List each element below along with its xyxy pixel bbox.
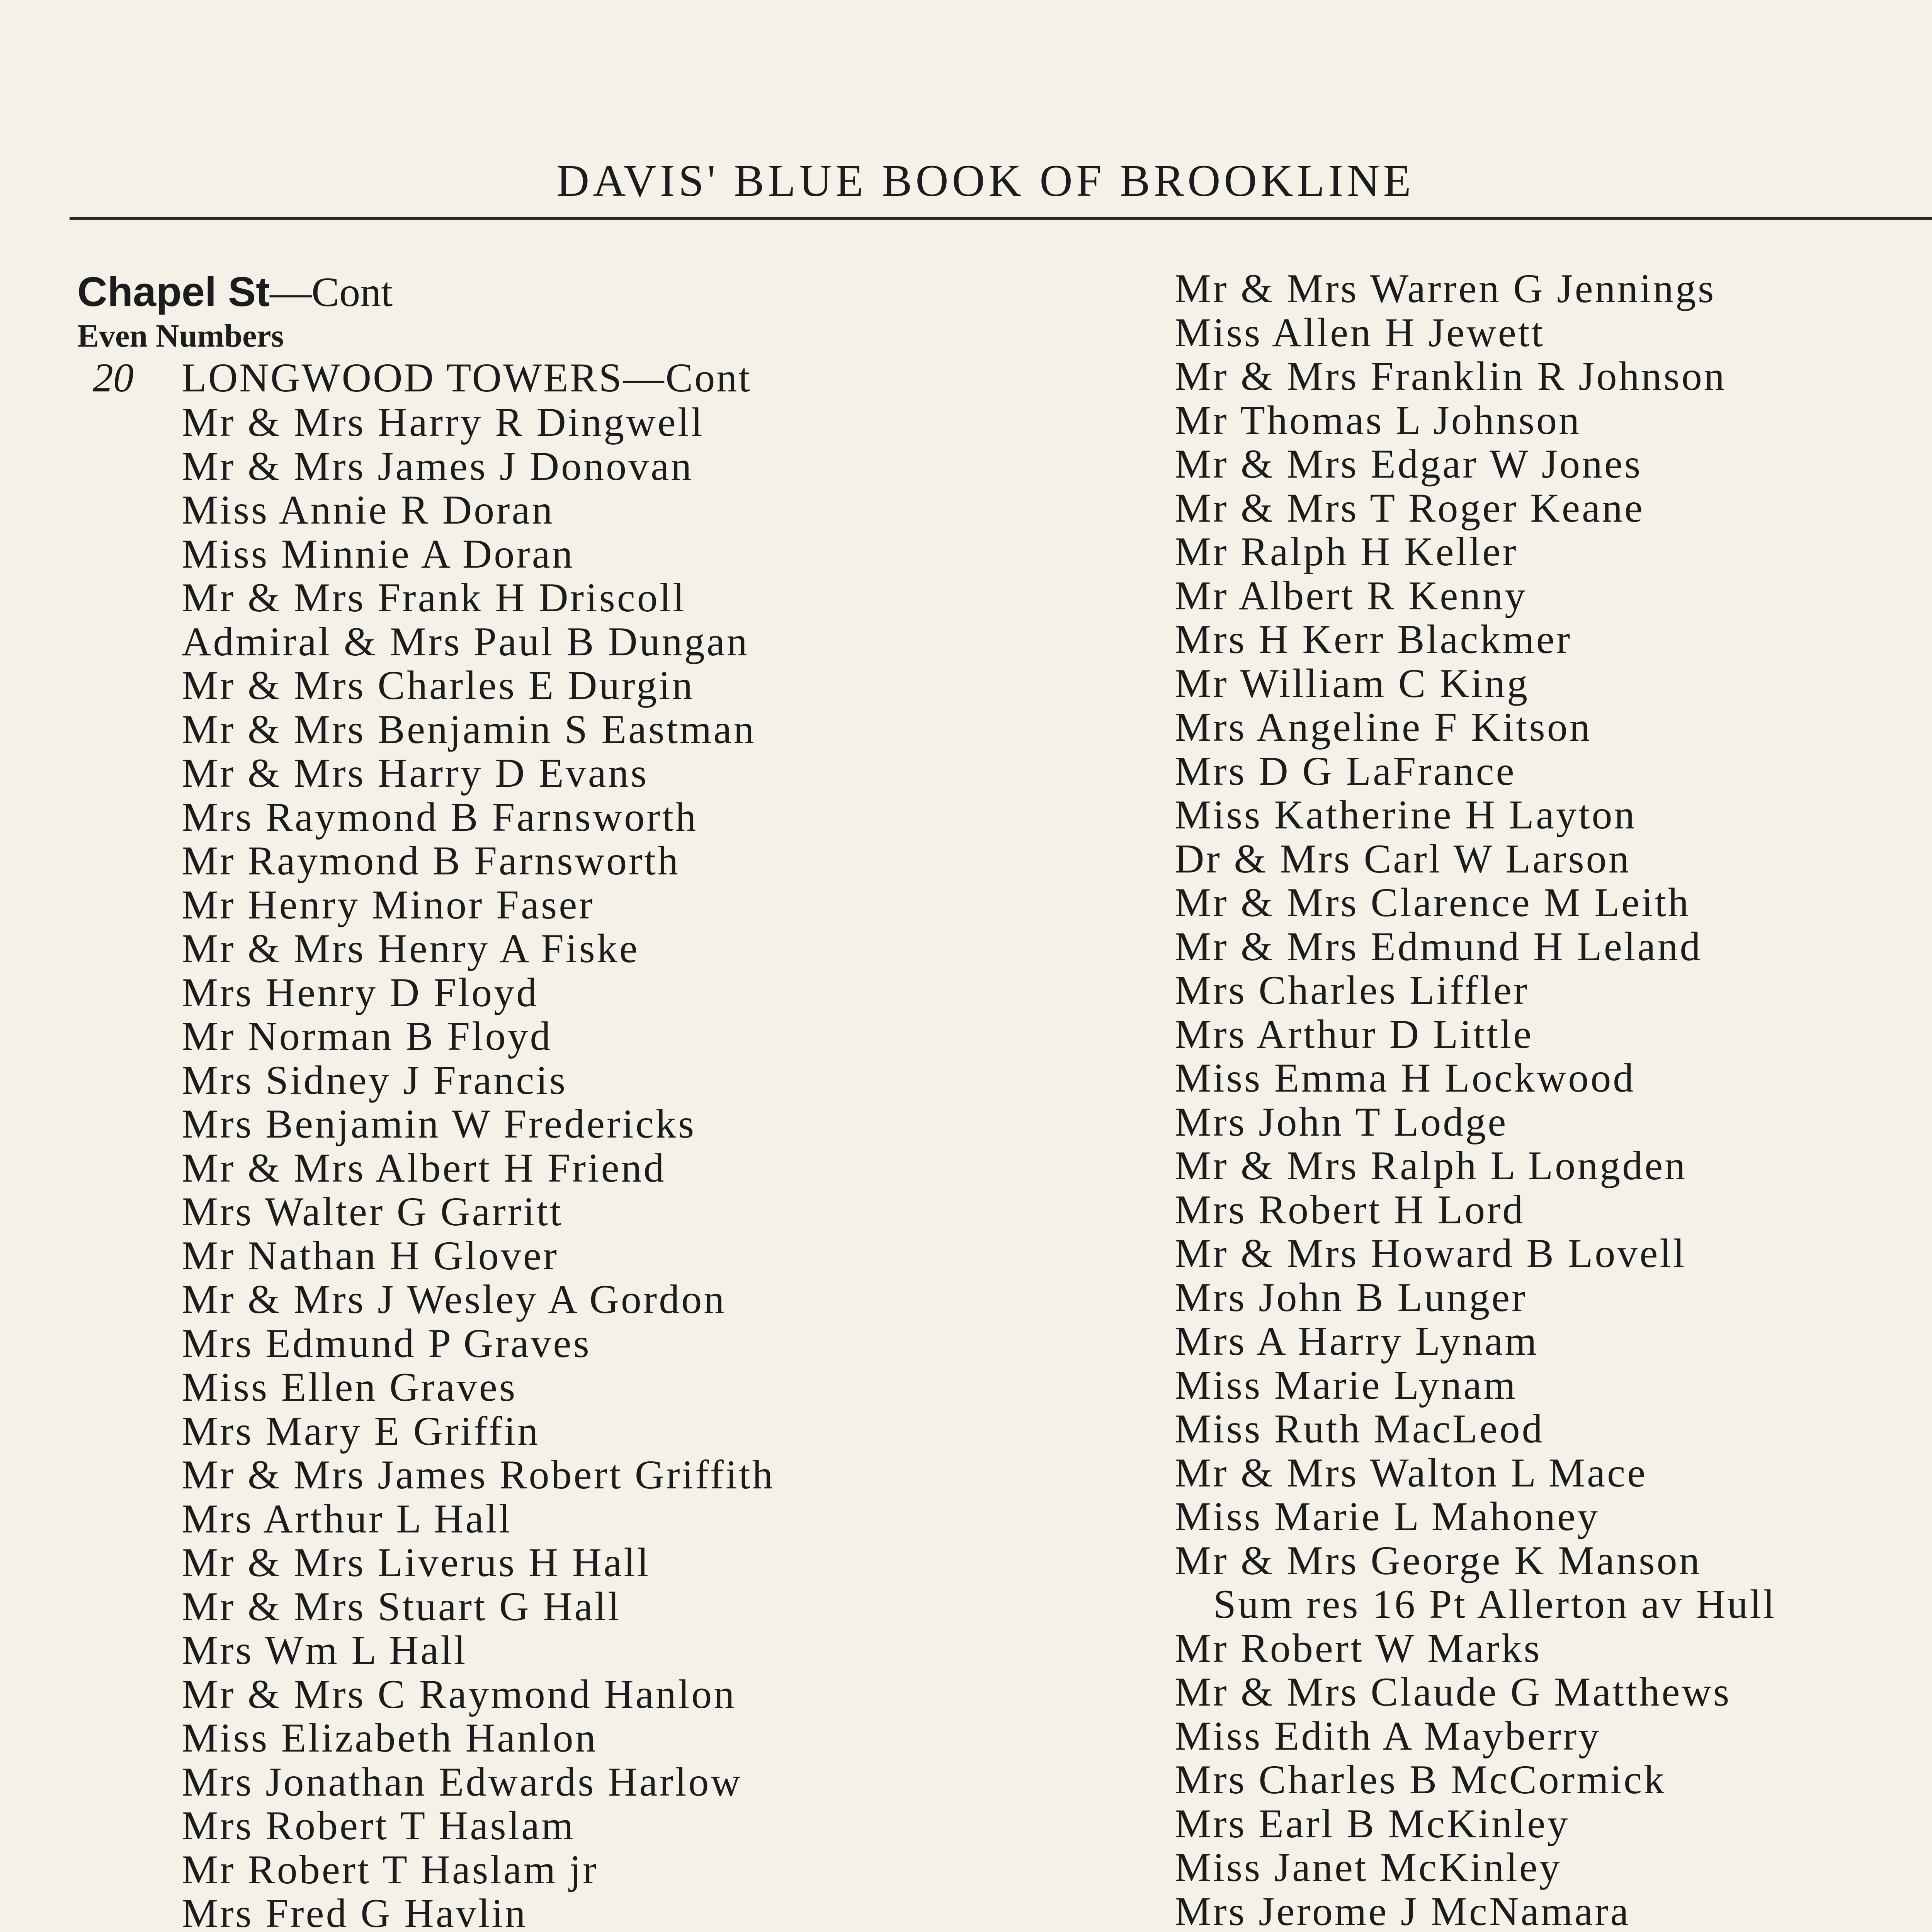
resident-entry: Miss Annie R Doran bbox=[182, 487, 554, 532]
resident-entry: Mr Thomas L Johnson bbox=[1175, 397, 1581, 443]
running-title: DAVIS' BLUE BOOK OF BROOKLINE bbox=[556, 155, 1415, 206]
resident-entry: Mr Raymond B Farnsworth bbox=[182, 838, 680, 883]
resident-entry: Miss Allen H Jewett bbox=[1175, 310, 1545, 355]
resident-entry: Mr & Mrs Henry A Fiske bbox=[182, 926, 639, 971]
header-rule bbox=[70, 217, 1932, 220]
resident-entry: Mr & Mrs Albert H Friend bbox=[182, 1145, 666, 1190]
resident-entry: Mr & Mrs Edmund H Leland bbox=[1175, 923, 1702, 969]
resident-entry: Mr & Mrs James J Donovan bbox=[182, 443, 694, 489]
resident-entry: Mr & Mrs Warren G Jennings bbox=[1175, 266, 1716, 311]
resident-entry: Mrs Angeline F Kitson bbox=[1175, 704, 1592, 750]
resident-entry: Mr & Mrs Edgar W Jones bbox=[1175, 441, 1643, 486]
street-heading bbox=[77, 267, 1121, 317]
resident-entry: Mr & Mrs James Robert Griffith bbox=[182, 1452, 775, 1497]
resident-entry: Mr William C King bbox=[1175, 660, 1529, 706]
building-name: LONGWOOD TOWERS—Cont bbox=[182, 355, 752, 400]
resident-entry: Mr & Mrs Harry D Evans bbox=[182, 750, 649, 796]
resident-entry: Mrs Jerome J McNamara bbox=[1175, 1888, 1631, 1932]
resident-entry: Miss Janet McKinley bbox=[1175, 1845, 1562, 1890]
right-entry-list bbox=[1175, 267, 1932, 1932]
resident-entry: Miss Ruth MacLeod bbox=[1175, 1406, 1544, 1451]
building-line bbox=[77, 355, 1121, 400]
house-number: 20 bbox=[93, 355, 134, 400]
resident-entry: Mrs Sidney J Francis bbox=[182, 1057, 568, 1103]
resident-entry: Mr & Mrs C Raymond Hanlon bbox=[182, 1671, 736, 1717]
resident-entry: Miss Emma H Lockwood bbox=[1175, 1055, 1636, 1100]
resident-entry: Mrs Wm L Hall bbox=[182, 1628, 468, 1673]
resident-entry: Mrs D G LaFrance bbox=[1175, 748, 1516, 794]
resident-entry: Miss Elizabeth Hanlon bbox=[182, 1715, 598, 1760]
resident-entry: Mr Robert W Marks bbox=[1175, 1625, 1542, 1671]
resident-entry: Mr & Mrs Ralph L Longden bbox=[1175, 1143, 1687, 1188]
resident-entry: Mr Norman B Floyd bbox=[182, 1014, 553, 1059]
left-entry-list bbox=[77, 400, 1121, 1932]
resident-entry: Mr & Mrs Stuart G Hall bbox=[182, 1583, 621, 1629]
resident-entry: Mrs Mary E Griffin bbox=[182, 1408, 540, 1454]
resident-entry: Mr & Mrs Frank H Driscoll bbox=[182, 575, 686, 620]
resident-entry: Mr Henry Minor Faser bbox=[182, 882, 595, 927]
left-column bbox=[77, 267, 1121, 1932]
page-header bbox=[70, 151, 1932, 228]
resident-entry: Mrs Benjamin W Fredericks bbox=[182, 1101, 696, 1146]
resident-entry: Mrs Raymond B Farnsworth bbox=[182, 794, 698, 840]
resident-entry: Admiral & Mrs Paul B Dungan bbox=[182, 619, 749, 664]
resident-entry: Mrs Edmund P Graves bbox=[182, 1320, 591, 1366]
resident-entry: Mr & Mrs T Roger Keane bbox=[1175, 485, 1645, 531]
resident-entry: Mrs Earl B McKinley bbox=[1175, 1801, 1570, 1846]
resident-entry: Mr & Mrs J Wesley A Gordon bbox=[182, 1277, 726, 1322]
resident-entry: Miss Minnie A Doran bbox=[182, 531, 575, 577]
resident-entry: Mr & Mrs Harry R Dingwell bbox=[182, 400, 704, 445]
resident-entry: Mrs Arthur L Hall bbox=[182, 1496, 512, 1541]
resident-entry: Mr Ralph H Keller bbox=[1175, 529, 1518, 574]
resident-entry: Mr & Mrs Howard B Lovell bbox=[1175, 1231, 1687, 1276]
resident-entry: Mr & Mrs Franklin R Johnson bbox=[1175, 354, 1726, 399]
resident-entry: Miss Katherine H Layton bbox=[1175, 792, 1637, 837]
street-suffix: —Cont bbox=[270, 269, 393, 315]
resident-entry: Mr & Mrs Claude G Matthews bbox=[1175, 1669, 1731, 1714]
resident-entry: Miss Ellen Graves bbox=[182, 1364, 517, 1410]
resident-entry: Miss Marie Lynam bbox=[1175, 1362, 1517, 1408]
resident-entry: Mr & Mrs Walton L Mace bbox=[1175, 1450, 1648, 1495]
resident-entry: Mr & Mrs Benjamin S Eastman bbox=[182, 706, 756, 752]
right-column bbox=[1175, 267, 1932, 1932]
resident-entry: Mr Nathan H Glover bbox=[182, 1233, 559, 1278]
resident-entry: Mrs Charles Liffler bbox=[1175, 968, 1529, 1013]
resident-entry: Mrs Robert T Haslam bbox=[182, 1803, 575, 1848]
resident-entry: Mrs Jonathan Edwards Harlow bbox=[182, 1759, 742, 1804]
resident-entry: Mrs Charles B McCormick bbox=[1175, 1757, 1667, 1802]
resident-entry: Mrs A Harry Lynam bbox=[1175, 1318, 1539, 1364]
resident-entry: Mrs Walter G Garritt bbox=[182, 1189, 563, 1234]
resident-entry: Mr & Mrs Clarence M Leith bbox=[1175, 880, 1690, 925]
resident-entry: Mrs Henry D Floyd bbox=[182, 969, 539, 1015]
resident-entry: Miss Edith A Mayberry bbox=[1175, 1713, 1601, 1759]
resident-entry: Mr & Mrs George K Manson bbox=[1175, 1537, 1702, 1583]
even-numbers-subheading: Even Numbers bbox=[77, 318, 284, 354]
resident-entry: Mr & Mrs Liverus H Hall bbox=[182, 1540, 651, 1585]
resident-entry: Mrs Robert H Lord bbox=[1175, 1187, 1525, 1232]
resident-entry: Mrs Arthur D Little bbox=[1175, 1011, 1534, 1057]
resident-entry: Mrs Fred G Havlin bbox=[182, 1891, 527, 1932]
resident-entry: Mrs John T Lodge bbox=[1175, 1099, 1508, 1145]
street-name: Chapel St bbox=[77, 268, 270, 315]
resident-entry-note: Sum res 16 Pt Allerton av Hull bbox=[1213, 1582, 1777, 1627]
resident-entry: Mrs H Kerr Blackmer bbox=[1175, 617, 1572, 662]
resident-entry: Dr & Mrs Carl W Larson bbox=[1175, 836, 1631, 881]
resident-entry: Mr & Mrs Charles E Durgin bbox=[182, 663, 695, 708]
resident-entry: Mrs John B Lunger bbox=[1175, 1274, 1527, 1320]
resident-entry: Mr Albert R Kenny bbox=[1175, 573, 1527, 618]
resident-entry: Miss Marie L Mahoney bbox=[1175, 1494, 1600, 1539]
resident-entry: Mr Robert T Haslam jr bbox=[182, 1847, 599, 1892]
